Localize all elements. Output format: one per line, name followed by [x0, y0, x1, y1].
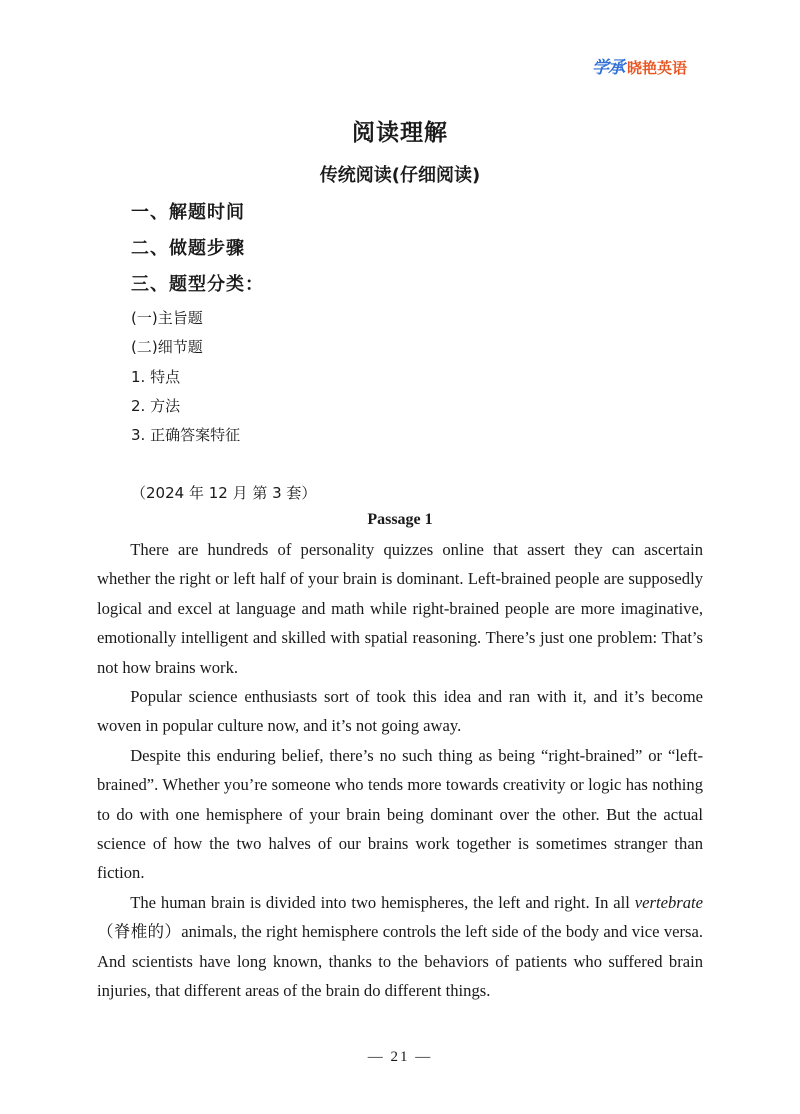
section-heading-3: 三、题型分类： [131, 274, 264, 295]
subsection-item: (一)主旨题 [131, 309, 203, 327]
vocabulary-term: vertebrate [634, 892, 703, 912]
page-subtitle: 传统阅读(仔细阅读) [319, 165, 481, 186]
brand-logo [592, 60, 687, 77]
passage-paragraph [97, 888, 703, 1006]
passage-paragraph: Popular science enthusiasts sort of took this idea and ran with it, and it’s become woven in popular culture now, and it’s not going away. [97, 687, 703, 736]
section-heading-2: 二、做题步骤 [131, 238, 245, 259]
passage-title: Passage 1 [367, 511, 433, 528]
subsection-item: 1. 特点 [131, 368, 181, 386]
paragraph-text: The human brain is divided into two hemispheres, the left and right. In all [130, 892, 635, 912]
passage-paragraph: There are hundreds of personality quizzes online that assert they can ascertain whether the right or left half of your brain is dominant. Left-brained people are supposedly logical and excel at language and math while right-brained people are more imaginative, emotionally intelligent and skilled with spatial reasoning. There’s just one problem: That’s not how brains work. [97, 540, 703, 677]
paragraph-text: （脊椎的）animals, the right hemisphere controls the left side of the body and vice versa. And scientists have long known, thanks to the behaviors of patients who suffered brain injuries, that different areas of the brain do different things. [97, 922, 703, 1001]
passage-paragraph: Despite this enduring belief, there’s no such thing as being “right-brained” or “left-brained”. Whether you’re someone who tends more towards creativity or logic has nothing to do with one hemisphere of your brain being dominant over the other. But the actual science of how the two halves of our brains work together is sometimes stranger than fiction. [97, 745, 703, 883]
section-heading-1: 一、解题时间 [131, 202, 245, 223]
page-number: — 21 — [367, 1049, 433, 1065]
logo-mark: 学承 [592, 58, 624, 78]
passage-body [97, 535, 703, 1006]
subsection-item: 3. 正确答案特征 [131, 426, 241, 444]
subsection-item: (二)细节题 [131, 338, 203, 356]
logo-text: 晓艳英语 [627, 59, 688, 77]
subsection-item: 2. 方法 [131, 397, 181, 415]
page-title: 阅读理解 [352, 120, 448, 146]
exam-source: （2024 年 12 月 第 3 套） [131, 484, 317, 502]
